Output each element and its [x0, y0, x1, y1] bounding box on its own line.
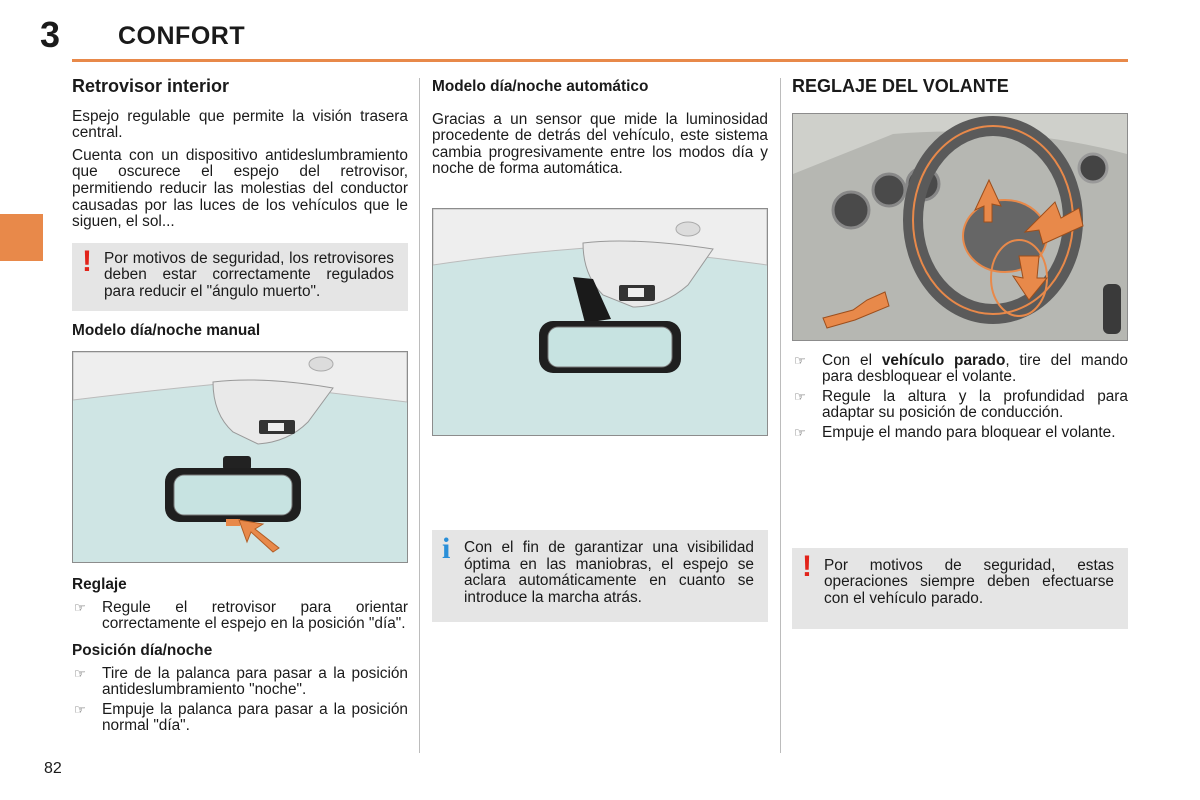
adjustment-list [72, 600, 408, 633]
left-column [72, 76, 408, 738]
info-icon: i [442, 531, 451, 565]
section-title-rearview-mirror: Retrovisor interior [72, 76, 230, 96]
manual-model-heading: Modelo día/noche manual [72, 321, 261, 339]
chapter-title: CONFORT [118, 22, 246, 50]
pointing-hand-icon: ☞ [794, 388, 806, 404]
automatic-mirror-drawing [433, 209, 767, 435]
page-number: 82 [44, 760, 62, 777]
list-item: ☞ Regule la altura y la profundidad para adaptar su posición de conducción. [794, 387, 1128, 422]
manual-mirror-illustration [72, 351, 408, 563]
warning-note [72, 243, 408, 311]
chapter-side-tab [0, 214, 43, 261]
pointing-hand-icon: ☞ [794, 352, 806, 368]
automatic-model-heading: Modelo día/noche automático [432, 78, 649, 95]
pointing-hand-icon: ☞ [794, 424, 806, 440]
manual-mirror-drawing [73, 352, 407, 562]
steering-wheel-illustration [792, 113, 1128, 341]
middle-column [432, 76, 768, 622]
list-item: ☞ Regule el retrovisor para orientar correctamente el espejo en la posición "día". [74, 598, 408, 633]
pointing-hand-icon: ☞ [74, 701, 86, 717]
pointing-hand-icon: ☞ [74, 665, 86, 681]
warning-icon: ! [802, 549, 812, 583]
info-text: Con el fin de garantizar una visibilidad óptima en las maniobras, el espejo se aclara automáticamente en cuanto se introduce la marcha atrás. [464, 538, 754, 606]
list-item: ☞ Tire de la palanca para pasar a la posición antideslumbramiento "noche". [74, 664, 408, 699]
list-item: ☞ Con el vehículo parado, tire del mando para desbloquear el volante. [794, 351, 1128, 386]
list-item: ☞ Empuje la palanca para pasar a la posición normal "día". [74, 700, 408, 735]
day-night-heading: Posición día/noche [72, 641, 213, 659]
column-divider [419, 78, 420, 753]
warning-text: Por motivos de seguridad, estas operaciones siempre deben efectuarse con el vehículo parado. [824, 556, 1114, 607]
intro-paragraph: Espejo regulable que permite la visión trasera central. [72, 107, 408, 142]
chapter-number: 3 [40, 14, 61, 55]
automatic-paragraph: Gracias a un sensor que mide la luminosidad procedente de detrás del vehículo, este sistema cambia progresivamente entre los modos día y noche de forma automática. [432, 110, 768, 178]
pointing-hand-icon: ☞ [74, 599, 86, 615]
warning-note-steering [792, 548, 1128, 630]
right-column [792, 76, 1128, 629]
steering-list [792, 353, 1128, 442]
adjustment-heading: Reglaje [72, 576, 127, 594]
steering-wheel-drawing [793, 114, 1127, 340]
warning-icon: ! [82, 244, 92, 278]
antiglare-paragraph: Cuenta con un dispositivo antideslumbramiento que oscurece el espejo del retrovisor, permitiendo reducir las molestias del conductor causadas por las luces de los vehículos que le siguen, el sol... [72, 146, 408, 231]
list-item: ☞ Empuje el mando para bloquear el volante. [794, 423, 1116, 441]
automatic-mirror-illustration [432, 208, 768, 436]
warning-text: Por motivos de seguridad, los retrovisores deben estar correctamente regulados para reducir el "ángulo muerto". [104, 249, 394, 300]
column-divider [780, 78, 781, 753]
day-night-list [72, 666, 408, 735]
header-rule [72, 59, 1128, 62]
section-title-steering-wheel: REGLAJE DEL VOLANTE [792, 76, 1009, 96]
info-note [432, 530, 768, 622]
